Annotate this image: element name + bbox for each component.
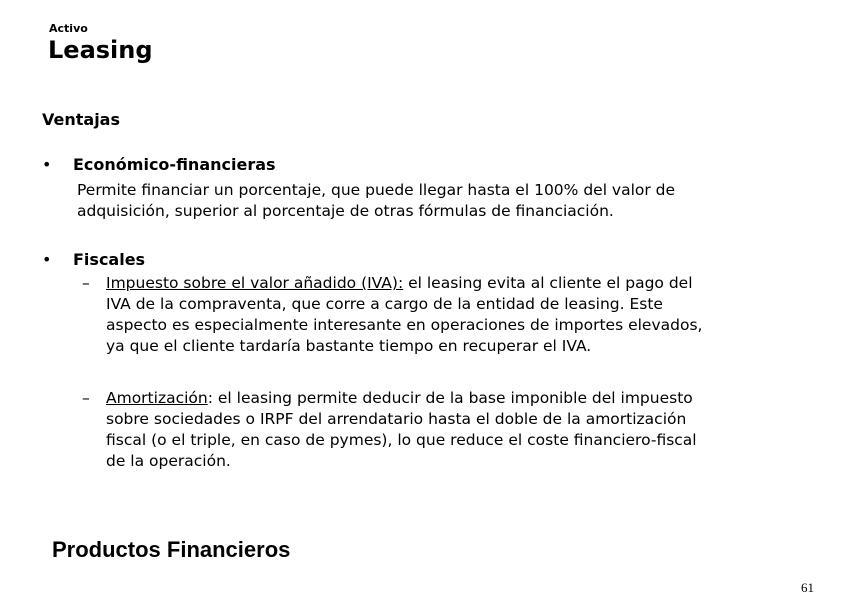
footer-title: Productos Financieros: [52, 537, 291, 562]
text-line: [106, 388, 697, 409]
page-number: 61: [801, 580, 814, 595]
text-line: aspecto es especialmente interesante en operaciones de importes elevados,: [106, 316, 703, 334]
term-amortizacion: Amortización: [106, 389, 208, 407]
text-line: de la operación.: [106, 452, 231, 470]
text-line: [106, 273, 702, 294]
bullet-heading-fiscales: Fiscales: [73, 250, 146, 269]
text-line: fiscal (o el triple, en caso de pymes), lo que reduce el coste financiero-fiscal: [106, 431, 697, 449]
text-line: Permite financiar un porcentaje, que puede llegar hasta el 100% del valor de: [77, 181, 676, 199]
text-line: ya que el cliente tardaría bastante tiempo en recuperar el IVA.: [106, 337, 592, 355]
page-title: Leasing: [48, 36, 153, 64]
text-line: adquisición, superior al porcentaje de otras fórmulas de financiación.: [77, 202, 614, 220]
section-title: Ventajas: [42, 110, 120, 129]
bullet-heading-economico: Económico-financieras: [73, 155, 276, 174]
subitem-amortizacion: [106, 388, 697, 472]
subitem-iva: [106, 273, 702, 357]
text-fragment: : el leasing permite deducir de la base imponible del impuesto: [207, 389, 693, 407]
bullet-marker: •: [42, 155, 52, 174]
dash-marker: –: [82, 274, 90, 292]
text-line: IVA de la compraventa, que corre a cargo de la entidad de leasing. Este: [106, 295, 663, 313]
header-kicker: Activo: [49, 22, 88, 35]
bullet-marker: •: [42, 250, 52, 269]
dash-marker: –: [82, 389, 90, 407]
text-fragment: el leasing evita al cliente el pago del: [403, 274, 693, 292]
bullet-body-economico: [77, 180, 675, 222]
term-iva: Impuesto sobre el valor añadido (IVA):: [106, 274, 404, 292]
text-line: sobre sociedades o IRPF del arrendatario hasta el doble de la amortización: [106, 410, 687, 428]
